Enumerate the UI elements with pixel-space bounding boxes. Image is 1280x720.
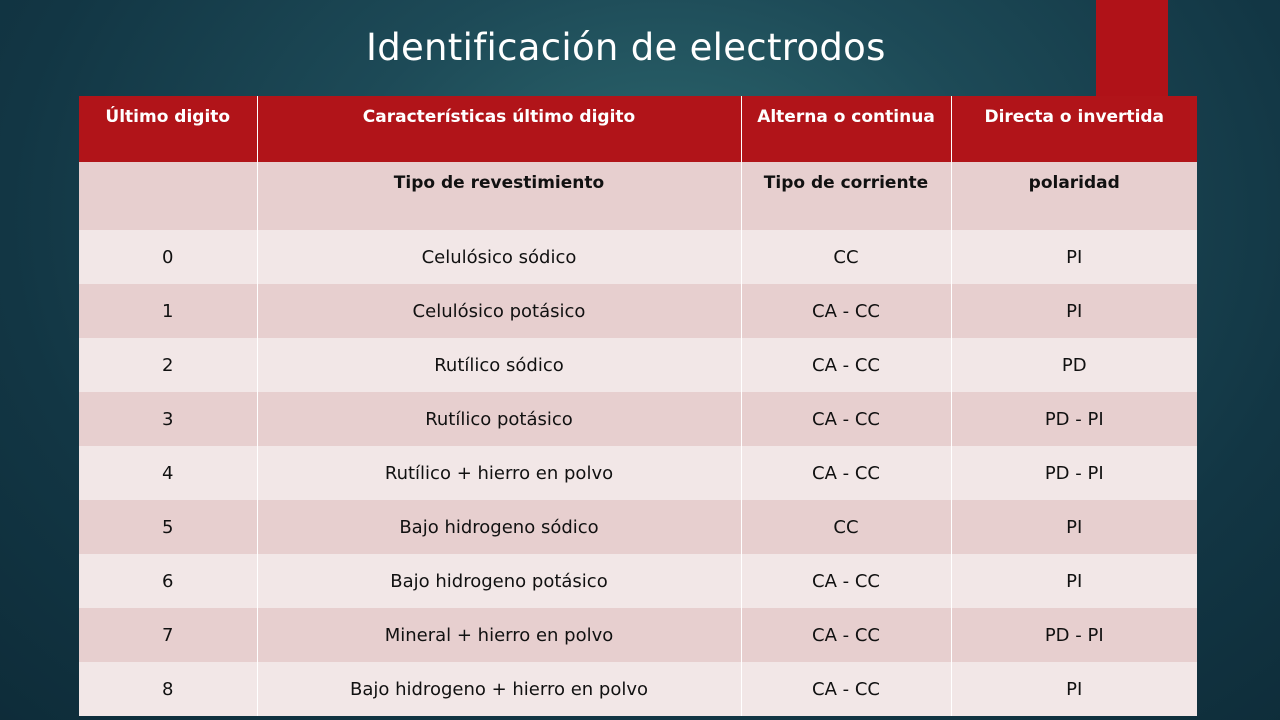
- header-characteristics: Características último digito: [257, 96, 741, 162]
- digit-cell: 1: [79, 284, 257, 338]
- digit-cell: 8: [79, 662, 257, 716]
- coating-cell: Rutílico + hierro en polvo: [257, 446, 741, 500]
- table-subheader-row: [79, 162, 1197, 230]
- polarity-cell: PI: [951, 554, 1197, 608]
- polarity-cell: PD - PI: [951, 446, 1197, 500]
- subheader-cell: polaridad: [951, 162, 1197, 230]
- polarity-cell: PI: [951, 284, 1197, 338]
- digit-cell: 7: [79, 608, 257, 662]
- header-last-digit: Último digito: [79, 96, 257, 162]
- coating-cell: Celulósico potásico: [257, 284, 741, 338]
- table-row: [79, 230, 1197, 284]
- coating-cell: Bajo hidrogeno potásico: [257, 554, 741, 608]
- subheader-cell: Tipo de revestimiento: [257, 162, 741, 230]
- accent-bar: [1096, 0, 1168, 96]
- coating-cell: Bajo hidrogeno + hierro en polvo: [257, 662, 741, 716]
- subheader-cell: [79, 162, 257, 230]
- coating-cell: Mineral + hierro en polvo: [257, 608, 741, 662]
- digit-cell: 5: [79, 500, 257, 554]
- electrode-table: [79, 96, 1197, 716]
- coating-cell: Rutílico sódico: [257, 338, 741, 392]
- polarity-cell: PD - PI: [951, 608, 1197, 662]
- table-row: [79, 338, 1197, 392]
- digit-cell: 3: [79, 392, 257, 446]
- coating-cell: Celulósico sódico: [257, 230, 741, 284]
- digit-cell: 2: [79, 338, 257, 392]
- subheader-cell: Tipo de corriente: [741, 162, 951, 230]
- current-cell: CA - CC: [741, 338, 951, 392]
- current-cell: CA - CC: [741, 446, 951, 500]
- current-cell: CA - CC: [741, 608, 951, 662]
- coating-cell: Bajo hidrogeno sódico: [257, 500, 741, 554]
- polarity-cell: PI: [951, 230, 1197, 284]
- current-cell: CA - CC: [741, 392, 951, 446]
- header-polarity: Directa o invertida: [951, 96, 1197, 162]
- coating-cell: Rutílico potásico: [257, 392, 741, 446]
- table-row: [79, 446, 1197, 500]
- table-row: [79, 392, 1197, 446]
- polarity-cell: PI: [951, 500, 1197, 554]
- table-row: [79, 608, 1197, 662]
- digit-cell: 6: [79, 554, 257, 608]
- current-cell: CC: [741, 500, 951, 554]
- digit-cell: 4: [79, 446, 257, 500]
- table-header-row: [79, 96, 1197, 162]
- current-cell: CA - CC: [741, 554, 951, 608]
- table-row: [79, 500, 1197, 554]
- polarity-cell: PD: [951, 338, 1197, 392]
- table-row: [79, 554, 1197, 608]
- current-cell: CA - CC: [741, 662, 951, 716]
- slide-title: Identificación de electrodos: [366, 26, 886, 69]
- current-cell: CC: [741, 230, 951, 284]
- polarity-cell: PD - PI: [951, 392, 1197, 446]
- table-row: [79, 284, 1197, 338]
- current-cell: CA - CC: [741, 284, 951, 338]
- table-row: [79, 662, 1197, 716]
- digit-cell: 0: [79, 230, 257, 284]
- polarity-cell: PI: [951, 662, 1197, 716]
- header-current-type: Alterna o continua: [741, 96, 951, 162]
